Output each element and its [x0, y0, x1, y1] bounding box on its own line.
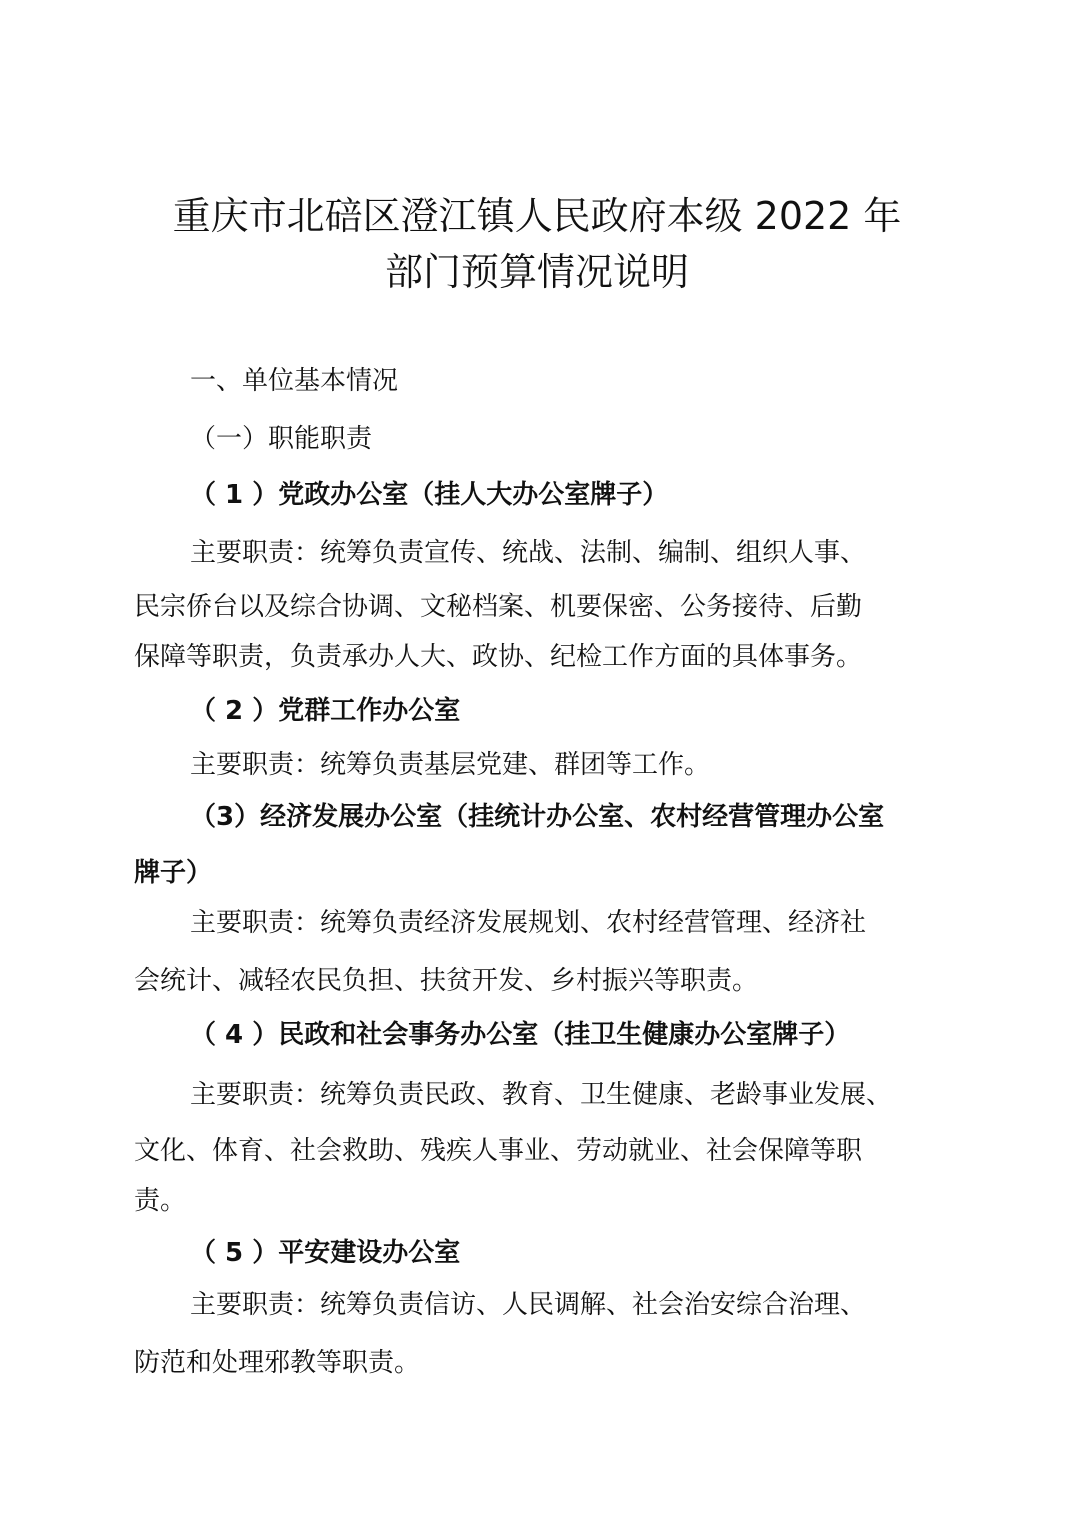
- office-5-heading: （ 5 ）平安建设办公室: [190, 1238, 461, 1268]
- office-1-duty-line: 保障等职责，负责承办人大、政协、纪检工作方面的具体事务。: [134, 642, 863, 672]
- office-3-heading-line: 牌子）: [134, 858, 213, 888]
- office-2-duty-line: 主要职责：统筹负责基层党建、群团等工作。: [190, 750, 711, 780]
- office-4-heading: （ 4 ）民政和社会事务办公室（挂卫生健康办公室牌子）: [190, 1020, 851, 1050]
- office-1-duty-line: 主要职责：统筹负责宣传、统战、法制、编制、组织人事、: [190, 538, 867, 568]
- sub-section-heading: （一）职能职责: [190, 424, 373, 454]
- document-title-line-2: 部门预算情况说明: [384, 250, 689, 294]
- office-5-duty-line: 主要职责：统筹负责信访、人民调解、社会治安综合治理、: [190, 1290, 867, 1320]
- document-title-line-1: 重庆市北碚区澄江镇人民政府本级 2022 年: [172, 194, 902, 238]
- office-1-duty-line: 民宗侨台以及综合协调、文秘档案、机要保密、公务接待、后勤: [134, 592, 863, 622]
- office-4-duty-line: 责。: [134, 1186, 187, 1216]
- office-4-duty-line: 文化、体育、社会救助、残疾人事业、劳动就业、社会保障等职: [134, 1136, 863, 1166]
- office-5-duty-line: 防范和处理邪教等职责。: [134, 1348, 421, 1378]
- office-1-heading: （ 1 ）党政办公室（挂人大办公室牌子）: [190, 480, 669, 510]
- office-3-heading-line: （3）经济发展办公室（挂统计办公室、农村经营管理办公室: [190, 802, 885, 832]
- office-3-duty-line: 会统计、减轻农民负担、扶贫开发、乡村振兴等职责。: [134, 966, 759, 996]
- office-3-duty-line: 主要职责：统筹负责经济发展规划、农村经营管理、经济社: [190, 908, 867, 938]
- section-heading: 一、单位基本情况: [190, 366, 399, 396]
- office-4-duty-line: 主要职责：统筹负责民政、教育、卫生健康、老龄事业发展、: [190, 1080, 893, 1110]
- office-2-heading: （ 2 ）党群工作办公室: [190, 696, 461, 726]
